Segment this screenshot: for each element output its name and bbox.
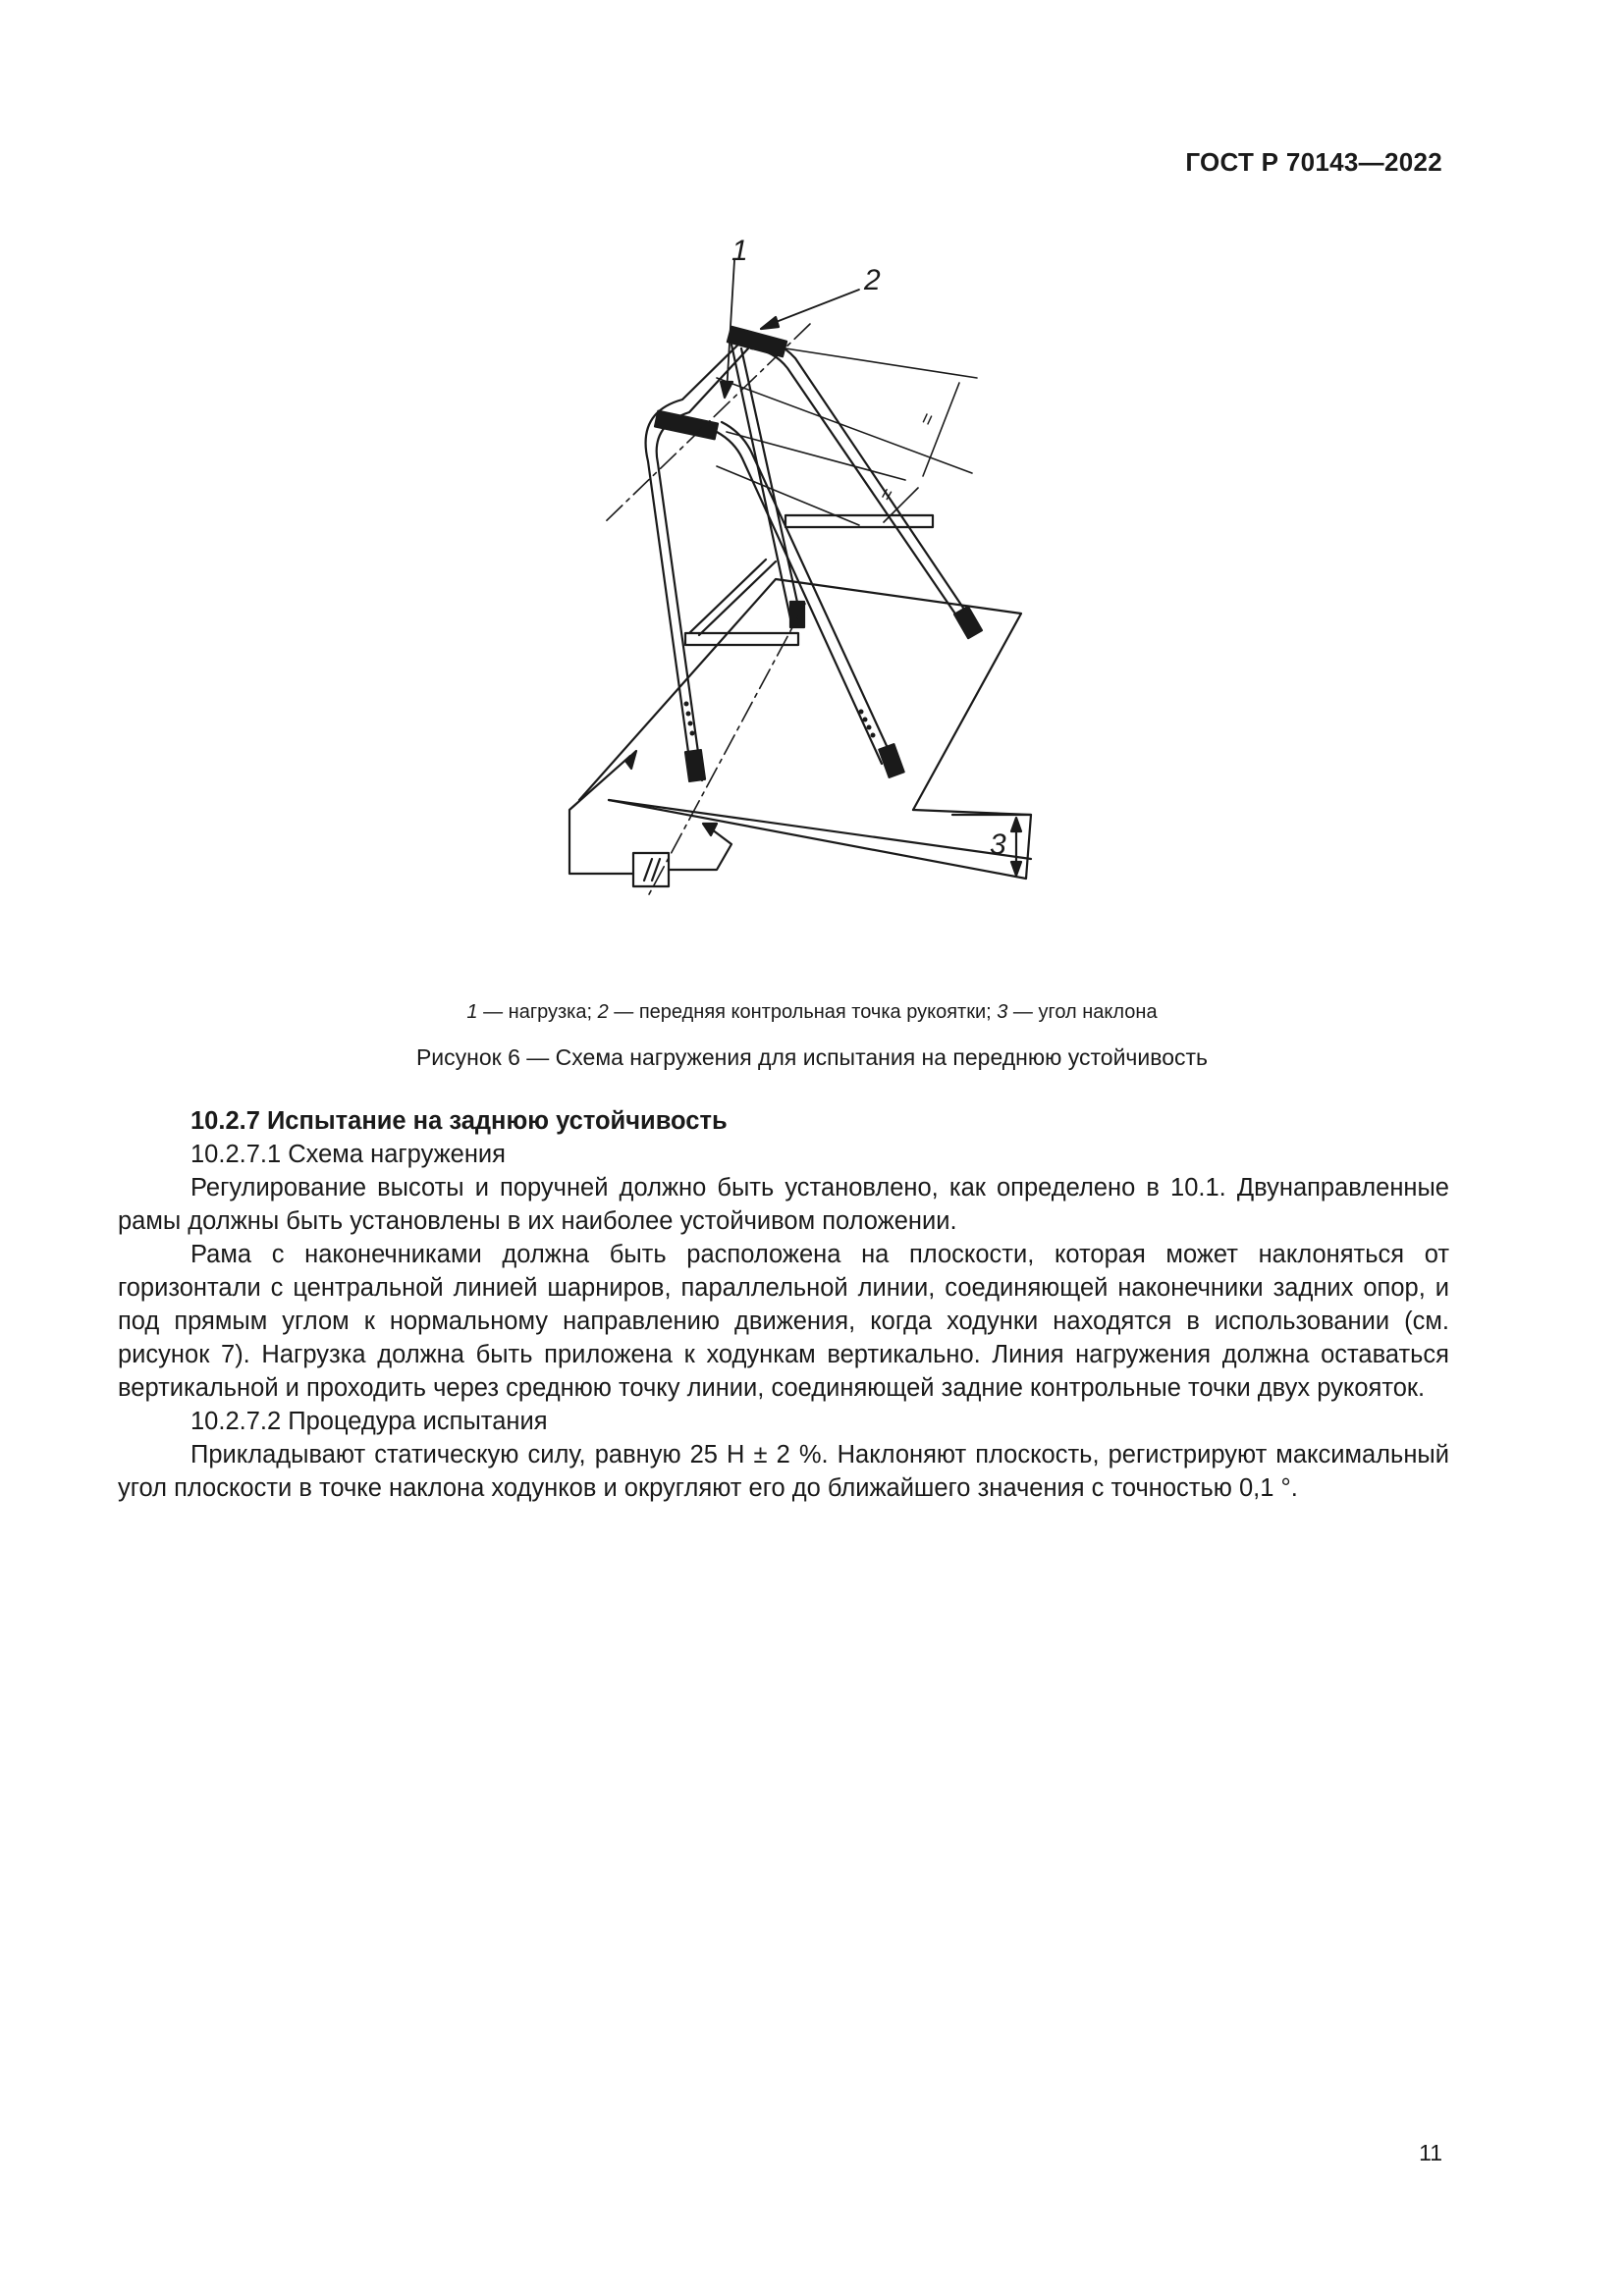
foot-tip-4 <box>790 602 804 627</box>
tilt-mechanism-linkage <box>569 756 633 874</box>
handle-grip-right <box>728 327 786 356</box>
figure-caption: Рисунок 6 — Схема нагружения для испытания на переднюю устойчивость <box>415 1044 1209 1070</box>
walker-diagonal-brace-2 <box>699 561 776 635</box>
legend-text-3: — угол наклона <box>1007 1001 1158 1023</box>
hinge-marker <box>625 751 636 769</box>
leg-adjust-holes <box>684 702 876 738</box>
plane-base-wedge <box>609 800 1031 879</box>
paragraph-2: Рама с наконечниками должна быть расположена на плоскости, которая может наклоняться от горизонтали с центральной линией шарниров, параллельной линии, соединяющей наконечники задних опор, и под прямым углом к нормальному направлению движения, когда ходунки находятся в использовании (см. рисунок 7). Нагрузка должна быть приложена к ходункам вертикально. Линия нагружения должна оставаться вертикальной и проходить через среднюю точку линии, соединяющей задние контрольные точки двух рукояток. <box>118 1241 1449 1402</box>
load-arrow-head <box>721 382 732 398</box>
page-number: 11 <box>1419 2140 1442 2165</box>
foot-tip-3 <box>954 607 982 638</box>
walker-front-leg-right <box>731 345 790 618</box>
angle-arrow-head-bottom <box>1011 862 1021 876</box>
svg-text:=: = <box>915 409 941 430</box>
document-code: ГОСТ Р 70143—2022 <box>1185 147 1442 177</box>
handle-grip-left <box>655 411 718 440</box>
foot-tip-2 <box>879 744 903 777</box>
legend-text-1: — нагрузка; <box>477 1001 598 1023</box>
figure-6-diagram <box>481 231 1051 947</box>
parallel-symbol-1 <box>644 859 652 881</box>
subsection-2-title: 10.2.7.2 Процедура испытания <box>190 1408 548 1435</box>
legend-text-2: — передняя контрольная точка рукоятки; <box>608 1001 998 1023</box>
foot-tip-1 <box>685 750 705 781</box>
tilt-mechanism-arrow <box>669 829 731 870</box>
walker-diagonal-brace <box>689 560 766 633</box>
dim-ext-1 <box>785 348 977 378</box>
legend-num-1: 1 <box>466 1001 478 1023</box>
legend-num-3: 3 <box>997 1001 1008 1023</box>
svg-text:=: = <box>875 484 900 506</box>
figure-legend <box>0 1001 1624 1024</box>
callout-1: 1 <box>731 235 748 267</box>
walker-crossbar-lower <box>685 633 798 645</box>
angle-arrow-head-top <box>1011 818 1021 831</box>
section-heading: 10.2.7 Испытание на заднюю устойчивость <box>190 1107 728 1135</box>
paragraph-1: Регулирование высоты и поручней должно быть установлено, как определено в 10.1. Двунаправленные рамы должны быть установлены в их наиболее устойчивом положении. <box>118 1174 1449 1235</box>
callout-2-arrow-head <box>761 317 779 329</box>
parallel-symbol-box <box>633 853 669 886</box>
callout-2: 2 <box>864 264 881 296</box>
tilt-arrow-head <box>703 824 717 835</box>
walker-right-frame <box>746 339 977 628</box>
callout-3: 3 <box>990 828 1006 861</box>
callout-2-leader <box>766 290 859 326</box>
walker-loading-scheme <box>481 231 1051 947</box>
paragraph-3: Прикладывают статическую силу, равную 25 Н ± 2 %. Наклоняют плоскость, регистрируют максимальный угол плоскости в точке наклона ходунков и округляют его до ближайшего значения с точностью 0,1 °. <box>118 1441 1449 1502</box>
legend-num-2: 2 <box>597 1001 609 1023</box>
section-body <box>118 1104 1449 1505</box>
subsection-1-title: 10.2.7.1 Схема нагружения <box>190 1141 506 1168</box>
walker-front-leg-left-inner <box>717 432 882 764</box>
centerline-upper <box>604 324 810 523</box>
